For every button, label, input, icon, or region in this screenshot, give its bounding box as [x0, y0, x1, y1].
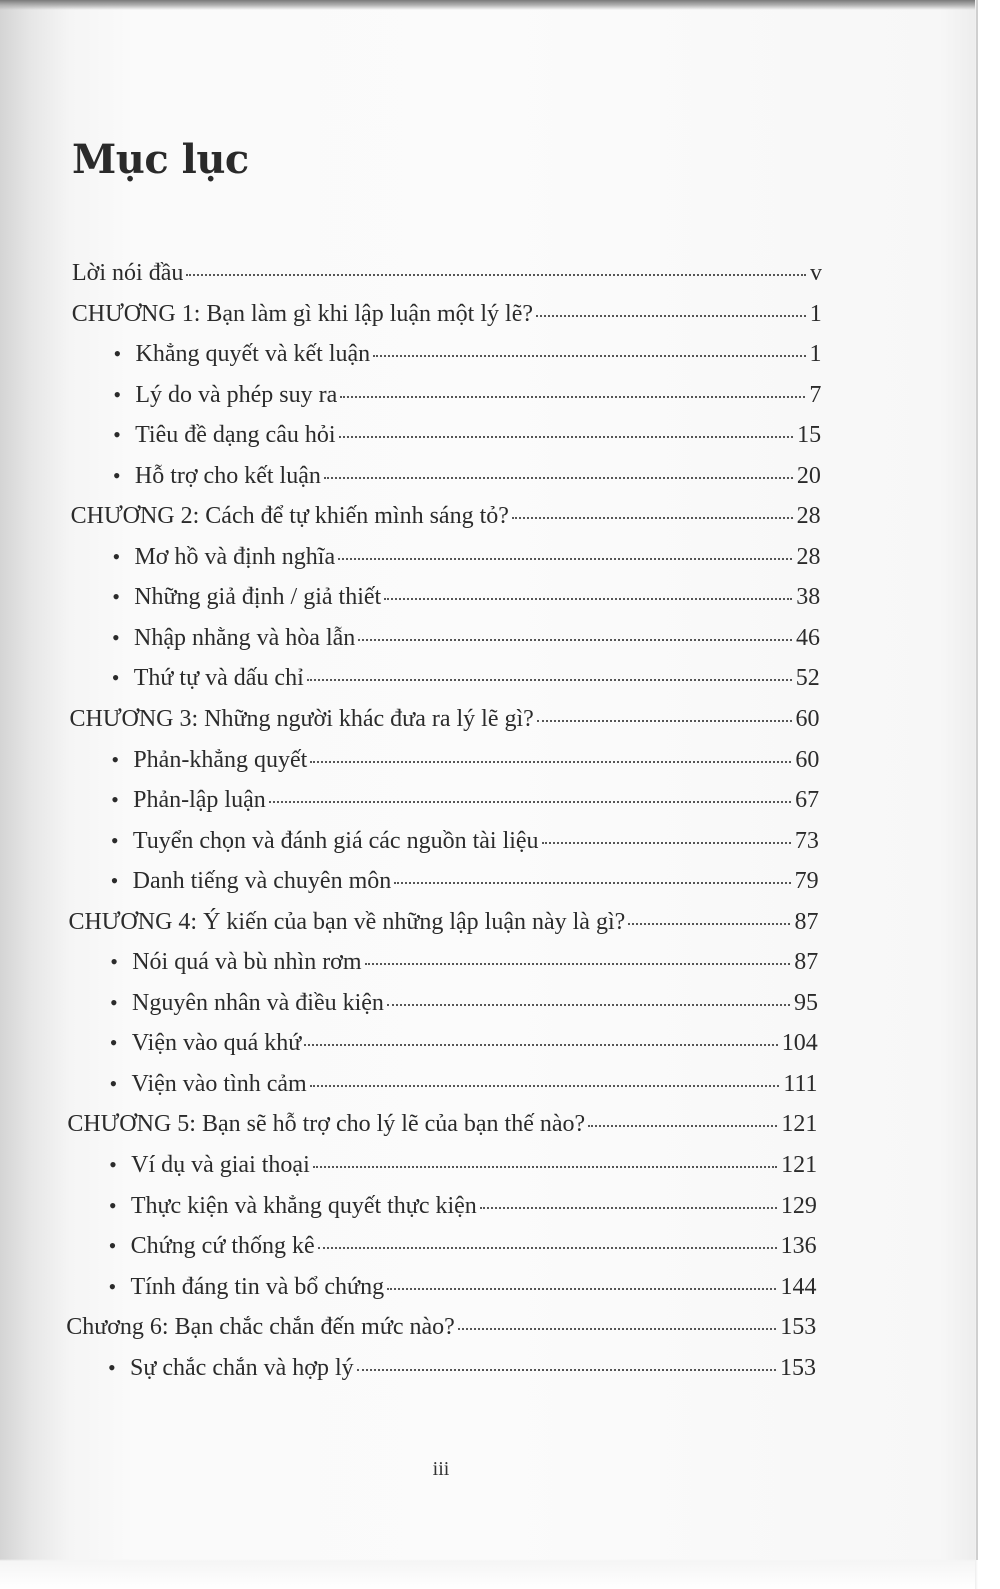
toc-entry-text: Chứng cứ thống kê: [130, 1233, 315, 1260]
toc-entry-title: [67, 1104, 585, 1144]
toc-page-number: v: [810, 260, 822, 286]
toc-entry-text: CHƯƠNG 2: Cách để tự khiến mình sáng tỏ?: [70, 503, 509, 530]
dot-leader: [480, 1206, 777, 1209]
toc-entry-title: [110, 1064, 307, 1104]
dot-leader: [387, 1287, 776, 1290]
toc-entry-text: Nhập nhằng và hòa lẫn: [134, 624, 356, 651]
dot-leader: [338, 557, 792, 560]
toc-entry-text: Tuyển chọn và đánh giá các nguồn tài liệu: [132, 827, 539, 854]
toc-entry-text: Thứ tự và dấu chỉ: [133, 665, 304, 692]
toc-section-entry: [110, 1064, 818, 1105]
dot-leader: [324, 476, 793, 479]
dot-leader: [542, 841, 791, 844]
toc-section-entry: [109, 1186, 817, 1227]
toc-entry-text: Phản-khẳng quyết: [133, 746, 308, 773]
toc-chapter-entry: [72, 294, 822, 335]
toc-page-number: 129: [780, 1192, 817, 1219]
toc-chapter-entry: [66, 1307, 816, 1348]
toc-entry-text: Danh tiếng và chuyên môn: [132, 868, 392, 895]
toc-page-number: 79: [794, 868, 819, 895]
dot-leader: [394, 881, 790, 884]
toc-section-entry: [108, 1267, 816, 1308]
toc-section-entry: [113, 415, 821, 456]
toc-entry-title: [113, 375, 337, 415]
toc-entry-text: CHƯƠNG 4: Ý kiến của bạn về những lập luận này là gì?: [68, 908, 626, 935]
toc-entry-text: Mơ hồ và định nghĩa: [134, 543, 336, 570]
dot-leader: [512, 516, 793, 519]
toc-section-entry: [112, 537, 820, 578]
toc-section-entry: [112, 618, 820, 659]
toc-entry-title: [111, 861, 392, 901]
toc-entry-text: CHƯƠNG 3: Những người khác đưa ra lý lẽ gì?: [69, 706, 534, 733]
toc-page-number: 111: [783, 1070, 818, 1097]
toc-page-number: 87: [794, 908, 819, 935]
bullet-icon: •: [112, 624, 120, 650]
dot-leader: [186, 273, 806, 276]
toc-entry-text: Viện vào tình cảm: [131, 1070, 307, 1097]
dot-leader: [307, 678, 792, 681]
toc-entry-text: Tính đáng tin và bổ chứng: [130, 1273, 385, 1300]
toc-entry-text: Phản-lập luận: [133, 787, 266, 814]
dot-leader: [357, 1368, 776, 1371]
dot-leader: [588, 1124, 777, 1127]
toc-entry-title: [109, 1145, 310, 1185]
dot-leader: [340, 395, 805, 398]
toc-entry-title: [110, 942, 361, 982]
dot-leader: [318, 1246, 777, 1249]
page-bottom-edge: [0, 1559, 975, 1589]
toc-page-number: 67: [795, 787, 820, 814]
toc-page-number: 136: [780, 1233, 817, 1260]
toc-page-number: 38: [796, 584, 821, 611]
toc-section-entry: [108, 1348, 816, 1389]
toc-page-number: 1: [809, 300, 822, 327]
toc-section-entry: [114, 334, 822, 375]
toc-page-number: 20: [796, 462, 821, 489]
dot-leader: [537, 719, 792, 722]
dot-leader: [628, 922, 790, 925]
toc-entry-text: Những giả định / giả thiết: [134, 584, 382, 611]
toc-section-entry: [109, 1145, 817, 1186]
dot-leader: [304, 1043, 777, 1046]
toc-chapter-entry: [70, 699, 820, 740]
toc-section-entry: [111, 821, 819, 862]
toc-section-entry: [109, 1226, 817, 1267]
toc-entry-title: [72, 294, 533, 334]
bullet-icon: •: [110, 989, 118, 1015]
toc-page-number: 1: [809, 341, 822, 368]
toc-chapter-entry: [68, 902, 818, 943]
toc-page-number: 153: [780, 1314, 817, 1341]
toc-entry-title: [108, 1267, 384, 1307]
bullet-icon: •: [109, 1030, 118, 1056]
toc-entry-title: [110, 1023, 302, 1063]
dot-leader: [365, 962, 791, 965]
toc-page-number: 104: [781, 1030, 818, 1057]
toc-entry-title: [111, 780, 266, 820]
page-number: iii: [432, 1458, 450, 1480]
toc-entry-text: Hỗ trợ cho kết luận: [134, 462, 321, 489]
toc-entry-text: Nguyên nhân và điều kiện: [132, 989, 384, 1016]
bullet-icon: •: [113, 341, 122, 367]
toc-page-number: 60: [795, 746, 820, 773]
toc-section-entry: [111, 740, 819, 781]
toc-page-number: 121: [781, 1111, 818, 1138]
toc-section-entry: [111, 861, 819, 902]
toc-page-number: 87: [794, 949, 819, 976]
toc-entry-title: [112, 658, 304, 698]
bullet-icon: •: [110, 949, 118, 975]
dot-leader: [373, 354, 805, 357]
toc-entry-title: [112, 577, 381, 617]
bullet-icon: •: [108, 1354, 116, 1380]
toc-page-number: 73: [794, 827, 819, 854]
toc-section-entry: [110, 1023, 818, 1064]
toc-entry-text: Tiêu đề dạng câu hỏi: [135, 422, 336, 449]
bullet-icon: •: [108, 1233, 117, 1259]
toc-entry-title: [111, 740, 307, 780]
toc-entry-title: [112, 618, 355, 658]
toc-chapter-entry: [71, 496, 821, 537]
toc-entry-title: [68, 902, 625, 942]
toc-section-entry: [113, 456, 821, 497]
bullet-icon: •: [108, 1273, 117, 1299]
toc-section-entry: [111, 780, 819, 821]
toc-page-number: 15: [797, 422, 822, 449]
dot-leader: [458, 1327, 776, 1330]
bullet-icon: •: [113, 381, 122, 407]
toc-entry-title: [108, 1348, 354, 1388]
toc-entry-title: [113, 415, 335, 455]
dot-leader: [536, 314, 806, 317]
toc-entry-title: [111, 821, 539, 861]
toc-section-entry: [112, 577, 820, 618]
toc-entry-title: [113, 456, 321, 496]
toc-page-number: 95: [794, 989, 818, 1016]
toc-entry-title: [70, 699, 534, 739]
toc-entry-text: Lời nói đầu: [72, 260, 184, 286]
toc-entry-text: Chương 6: Bạn chắc chắn đến mức nào?: [66, 1314, 455, 1341]
dot-leader: [358, 638, 792, 641]
toc-entry-text: Nói quá và bù nhìn rơm: [132, 949, 362, 976]
page-top-shadow: [0, 0, 975, 10]
bullet-icon: •: [109, 1152, 117, 1178]
bullet-icon: •: [111, 787, 119, 813]
bullet-icon: •: [112, 462, 121, 488]
dot-leader: [313, 1165, 777, 1168]
page-title: Mục lục: [72, 136, 249, 183]
toc-page-number: 153: [780, 1354, 816, 1381]
toc-entry-text: Viện vào quá khứ: [131, 1030, 302, 1057]
dot-leader: [384, 597, 792, 600]
toc-chapter-entry: [67, 1104, 817, 1145]
toc-entry-title: [112, 537, 335, 577]
toc-section-entry: [112, 658, 820, 699]
bullet-icon: •: [111, 665, 120, 691]
toc-page-number: 46: [796, 624, 820, 651]
table-of-contents: [0, 253, 1000, 1388]
dot-leader: [339, 435, 794, 438]
bullet-icon: •: [112, 543, 121, 569]
toc-entry-title: [109, 1186, 477, 1226]
toc-page-number: 28: [796, 503, 821, 530]
dot-leader: [310, 1084, 780, 1087]
toc-entry-title: [66, 1307, 455, 1347]
dot-leader: [269, 800, 791, 803]
toc-entry-text: Lý do và phép suy ra: [135, 381, 338, 408]
toc-section-entry: [110, 983, 818, 1024]
bullet-icon: •: [112, 584, 120, 610]
toc-chapter-entry: [72, 253, 822, 294]
dot-leader: [387, 1003, 790, 1006]
toc-page-number: 60: [795, 706, 820, 733]
toc-page-number: 28: [796, 543, 821, 570]
toc-entry-title: [110, 983, 384, 1023]
bullet-icon: •: [108, 1192, 117, 1218]
bullet-icon: •: [110, 868, 119, 894]
bullet-icon: •: [113, 422, 121, 448]
toc-section-entry: [110, 942, 818, 983]
toc-entry-text: Ví dụ và giai thoại: [131, 1152, 310, 1179]
toc-page-number: 144: [780, 1273, 817, 1300]
toc-section-entry: [113, 375, 821, 416]
toc-entry-text: Thực kiện và khẳng quyết thực kiện: [130, 1192, 477, 1219]
dot-leader: [310, 760, 791, 763]
toc-entry-text: CHƯƠNG 5: Bạn sẽ hỗ trợ cho lý lẽ của bạn thế nào?: [67, 1111, 586, 1138]
toc-page-number: 7: [809, 381, 822, 408]
bullet-icon: •: [109, 1070, 118, 1096]
toc-entry-text: Sự chắc chắn và hợp lý: [130, 1354, 354, 1381]
toc-entry-text: CHƯƠNG 1: Bạn làm gì khi lập luận một lý lẽ?: [71, 300, 533, 327]
toc-entry-title: [114, 334, 371, 374]
toc-page-number: 52: [795, 665, 820, 692]
bullet-icon: •: [110, 827, 119, 853]
toc-entry-title: [72, 253, 183, 293]
toc-entry-title: [109, 1226, 315, 1266]
toc-entry-title: [71, 496, 509, 536]
toc-page-number: 121: [781, 1152, 818, 1179]
bullet-icon: •: [111, 746, 120, 772]
toc-entry-text: Khẳng quyết và kết luận: [135, 341, 371, 368]
